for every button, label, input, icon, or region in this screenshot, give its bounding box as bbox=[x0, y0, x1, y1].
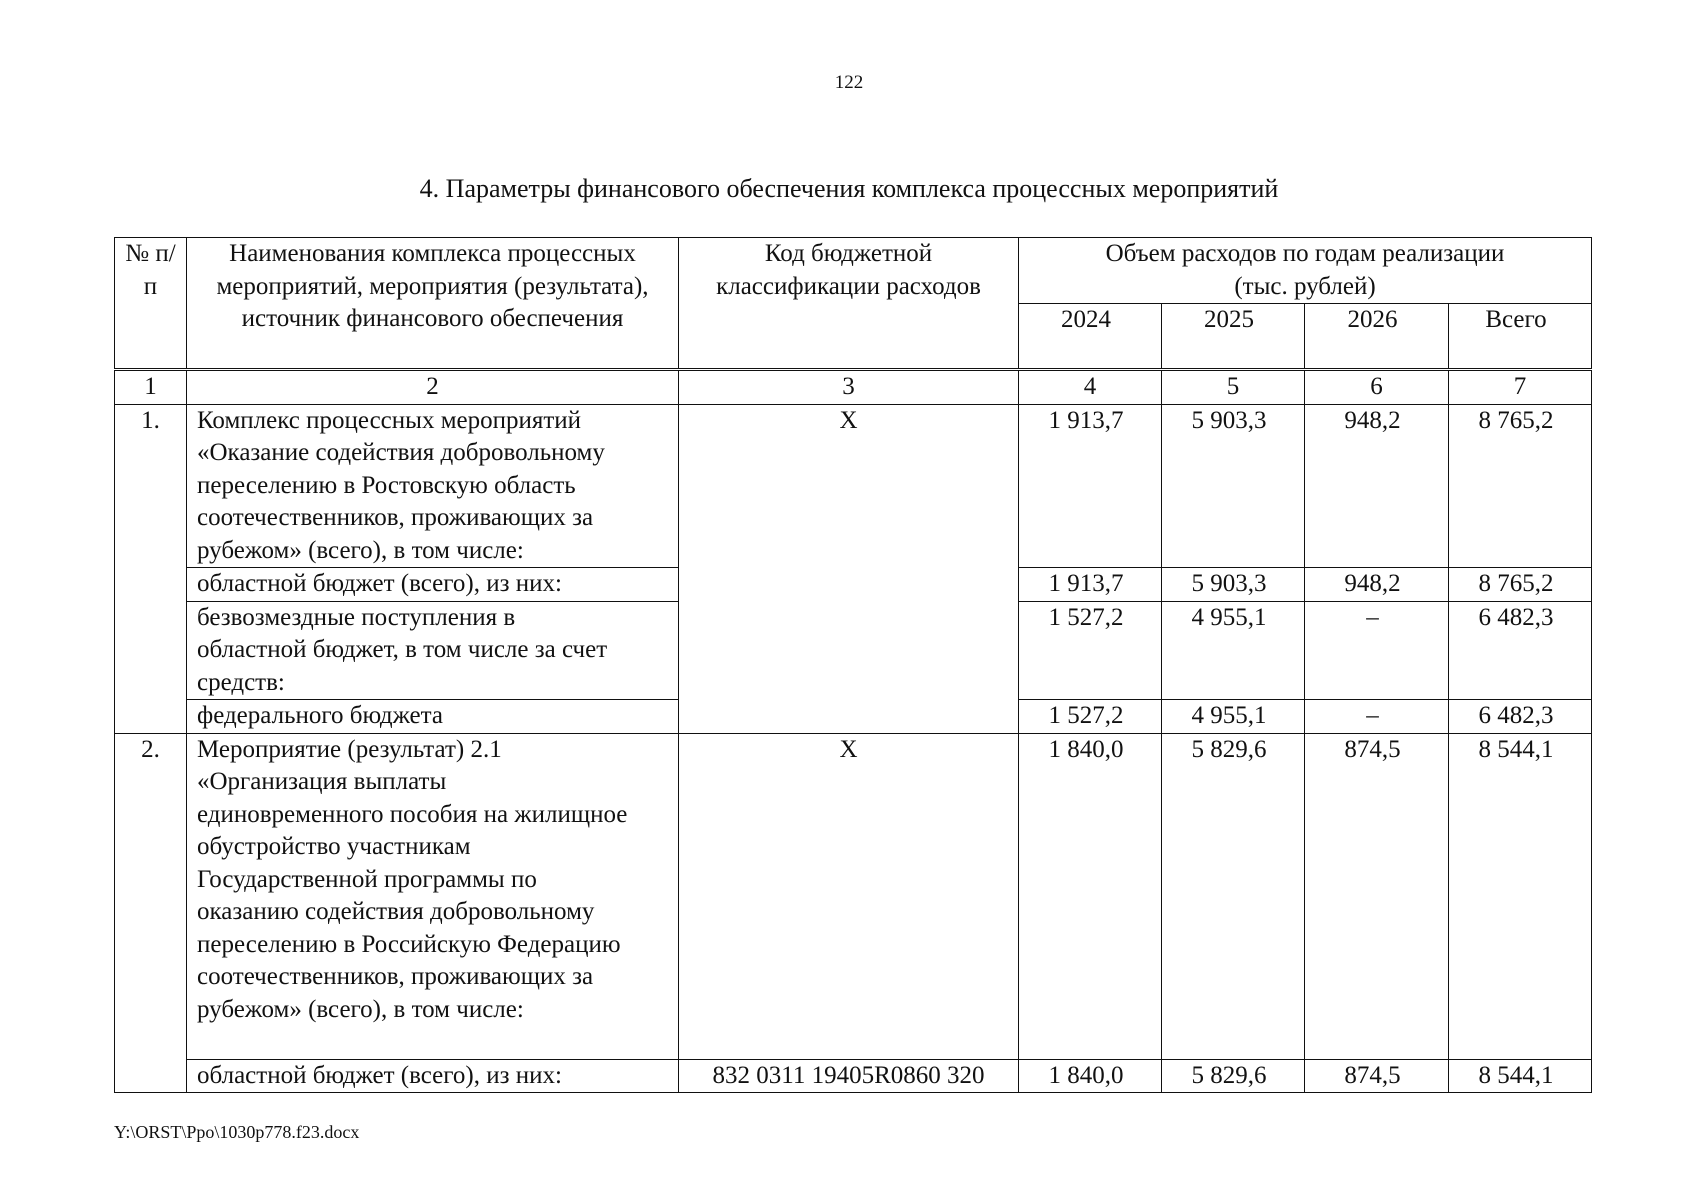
row-value-2026: – bbox=[1305, 700, 1449, 734]
column-number: 2 bbox=[187, 370, 679, 405]
page-number: 122 bbox=[834, 72, 864, 93]
row-value-total: 6 482,3 bbox=[1449, 601, 1592, 700]
row-value-2024: 1 840,0 bbox=[1019, 733, 1162, 1059]
header-nr: № п/п bbox=[115, 238, 187, 370]
table-row bbox=[115, 733, 1592, 1059]
row-kbk: X bbox=[679, 404, 1019, 733]
header-total: Всего bbox=[1449, 304, 1592, 370]
row-value-total: 6 482,3 bbox=[1449, 700, 1592, 734]
row-number: 1. bbox=[115, 404, 187, 733]
header-name: Наименования комплекса процессных мероприятий, мероприятия (результата), источник финансового обеспечения bbox=[187, 238, 679, 370]
column-number: 4 bbox=[1019, 370, 1162, 405]
column-number-row bbox=[115, 370, 1592, 405]
section-title: 4. Параметры финансового обеспечения комплекса процессных мероприятий bbox=[419, 174, 1279, 203]
row-value-2026: 948,2 bbox=[1305, 568, 1449, 602]
row-value-2026: 874,5 bbox=[1305, 1059, 1449, 1093]
row-name: Комплекс процессных мероприятий «Оказание содействия добровольному переселению в Ростовскую область соотечественников, проживающих за рубежом» (всего), в том числе: bbox=[187, 404, 679, 568]
row-value-total: 8 544,1 bbox=[1449, 1059, 1592, 1093]
column-number: 7 bbox=[1449, 370, 1592, 405]
row-value-2024: 1 913,7 bbox=[1019, 568, 1162, 602]
column-number: 5 bbox=[1162, 370, 1305, 405]
row-value-2024: 1 913,7 bbox=[1019, 404, 1162, 568]
header-row-top bbox=[115, 238, 1592, 304]
row-number: 2. bbox=[115, 733, 187, 1093]
row-value-2025: 5 903,3 bbox=[1162, 404, 1305, 568]
row-name: областной бюджет (всего), из них: bbox=[187, 1059, 679, 1093]
row-name: федерального бюджета bbox=[187, 700, 679, 734]
row-value-2026: 874,5 bbox=[1305, 733, 1449, 1059]
row-value-2025: 5 903,3 bbox=[1162, 568, 1305, 602]
header-year-2024: 2024 bbox=[1019, 304, 1162, 370]
row-kbk: 832 0311 19405R0860 320 bbox=[679, 1059, 1019, 1093]
header-kbk: Код бюджетной классификации расходов bbox=[679, 238, 1019, 370]
row-value-2025: 5 829,6 bbox=[1162, 1059, 1305, 1093]
column-number: 3 bbox=[679, 370, 1019, 405]
row-value-2024: 1 527,2 bbox=[1019, 700, 1162, 734]
table-row bbox=[115, 404, 1592, 568]
row-value-2024: 1 527,2 bbox=[1019, 601, 1162, 700]
row-name: безвозмездные поступления в областной бюджет, в том числе за счет средств: bbox=[187, 601, 679, 700]
row-value-2025: 4 955,1 bbox=[1162, 601, 1305, 700]
row-value-total: 8 765,2 bbox=[1449, 568, 1592, 602]
row-value-total: 8 544,1 bbox=[1449, 733, 1592, 1059]
column-number: 1 bbox=[115, 370, 187, 405]
row-kbk: X bbox=[679, 733, 1019, 1059]
row-value-2025: 5 829,6 bbox=[1162, 733, 1305, 1059]
row-value-total: 8 765,2 bbox=[1449, 404, 1592, 568]
row-name: областной бюджет (всего), из них: bbox=[187, 568, 679, 602]
header-volume: Объем расходов по годам реализации (тыс. рублей) bbox=[1019, 238, 1592, 304]
row-value-2026: – bbox=[1305, 601, 1449, 700]
financing-table bbox=[114, 237, 1592, 1093]
header-year-2025: 2025 bbox=[1162, 304, 1305, 370]
row-value-2026: 948,2 bbox=[1305, 404, 1449, 568]
header-year-2026: 2026 bbox=[1305, 304, 1449, 370]
row-name: Мероприятие (результат) 2.1 «Организация выплаты единовременного пособия на жилищное обустройство участникам Государственной программы по оказанию содействия добровольному переселению в Российскую Федерацию соотечественников, проживающих за рубежом» (всего), в том числе: bbox=[187, 733, 679, 1059]
file-path-footer: Y:\ORST\Ppo\1030p778.f23.docx bbox=[114, 1122, 360, 1142]
table-row bbox=[115, 1059, 1592, 1093]
row-value-2024: 1 840,0 bbox=[1019, 1059, 1162, 1093]
column-number: 6 bbox=[1305, 370, 1449, 405]
row-value-2025: 4 955,1 bbox=[1162, 700, 1305, 734]
